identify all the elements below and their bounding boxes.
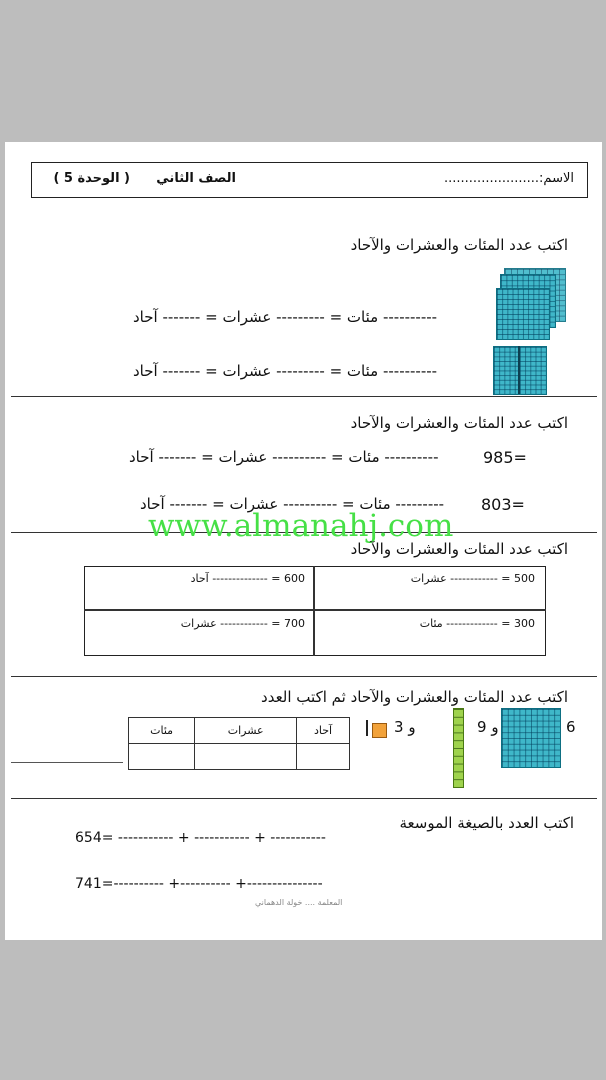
answer-hundreds [129, 744, 195, 770]
hundreds-count: 6 [566, 718, 576, 736]
hundreds-flat-block [493, 346, 547, 395]
ones-count: و 3 [394, 718, 416, 736]
divider-4 [11, 798, 597, 799]
unit-label: ( الوحدة 5 ) [53, 171, 130, 186]
tens-rod [453, 708, 464, 788]
expanded-654: 654= ----------- + ----------- + ----------- [75, 830, 326, 846]
expanded-741: 741=---------- +---------- +--------------- [75, 876, 323, 892]
watermark: www.almanahj.com [148, 508, 454, 544]
tens-count: و 9 [477, 718, 499, 736]
section3-title: اكتب عدد المئات والعشرات والآحاد [350, 540, 568, 558]
teacher-credit: المعلمة .... خولة الدهماني [255, 898, 343, 907]
cell-500: 500 = ------------ عشرات [410, 572, 535, 585]
section2-title: اكتب عدد المئات والعشرات والآحاد [350, 414, 568, 432]
section2-line1: ---------- مئات = ---------- عشرات = ------- آحاد [129, 448, 439, 466]
table-col-divider [313, 566, 315, 656]
student-name-label: الاسم:....................... [444, 171, 574, 186]
hundreds-block [501, 708, 561, 768]
divider-1 [11, 396, 597, 397]
cell-700: 700 = ------------ عشرات [180, 617, 305, 630]
section1-title: اكتب عدد المئات والعشرات والآحاد [350, 236, 568, 254]
table-row-divider [84, 609, 546, 611]
section1-line2: ---------- مئات = --------- عشرات = ------- آحاد [133, 362, 438, 380]
section5-title: اكتب العدد بالصيغة الموسعة [399, 814, 574, 832]
hundreds-block-front [496, 288, 550, 340]
section1-line1: ---------- مئات = --------- عشرات = ------- آحاد [133, 308, 438, 326]
worksheet-page [5, 142, 602, 940]
block-divider [518, 346, 520, 394]
section2-line2: --------- مئات = ---------- عشرات = ------- آحاد [140, 495, 445, 513]
cell-600: 600 = -------------- آحاد [190, 572, 305, 585]
place-value-table [128, 717, 350, 770]
answer-ones [297, 744, 350, 770]
cell-300: 300 = ------------- مئات [419, 617, 535, 630]
answer-tens [195, 744, 297, 770]
header-tens: عشرات [195, 718, 297, 744]
header-hundreds: مئات [129, 718, 195, 744]
section4-title: اكتب عدد المئات والعشرات والآحاد ثم اكتب العدد [261, 688, 568, 706]
separator-mark [366, 720, 368, 736]
number-985: 985= [483, 448, 527, 467]
number-803: 803= [481, 495, 525, 514]
divider-3 [11, 676, 597, 677]
header-ones: آحاد [297, 718, 350, 744]
ones-cube [372, 723, 387, 738]
grade-label: الصف الثاني [156, 171, 236, 186]
answer-line [11, 762, 123, 763]
